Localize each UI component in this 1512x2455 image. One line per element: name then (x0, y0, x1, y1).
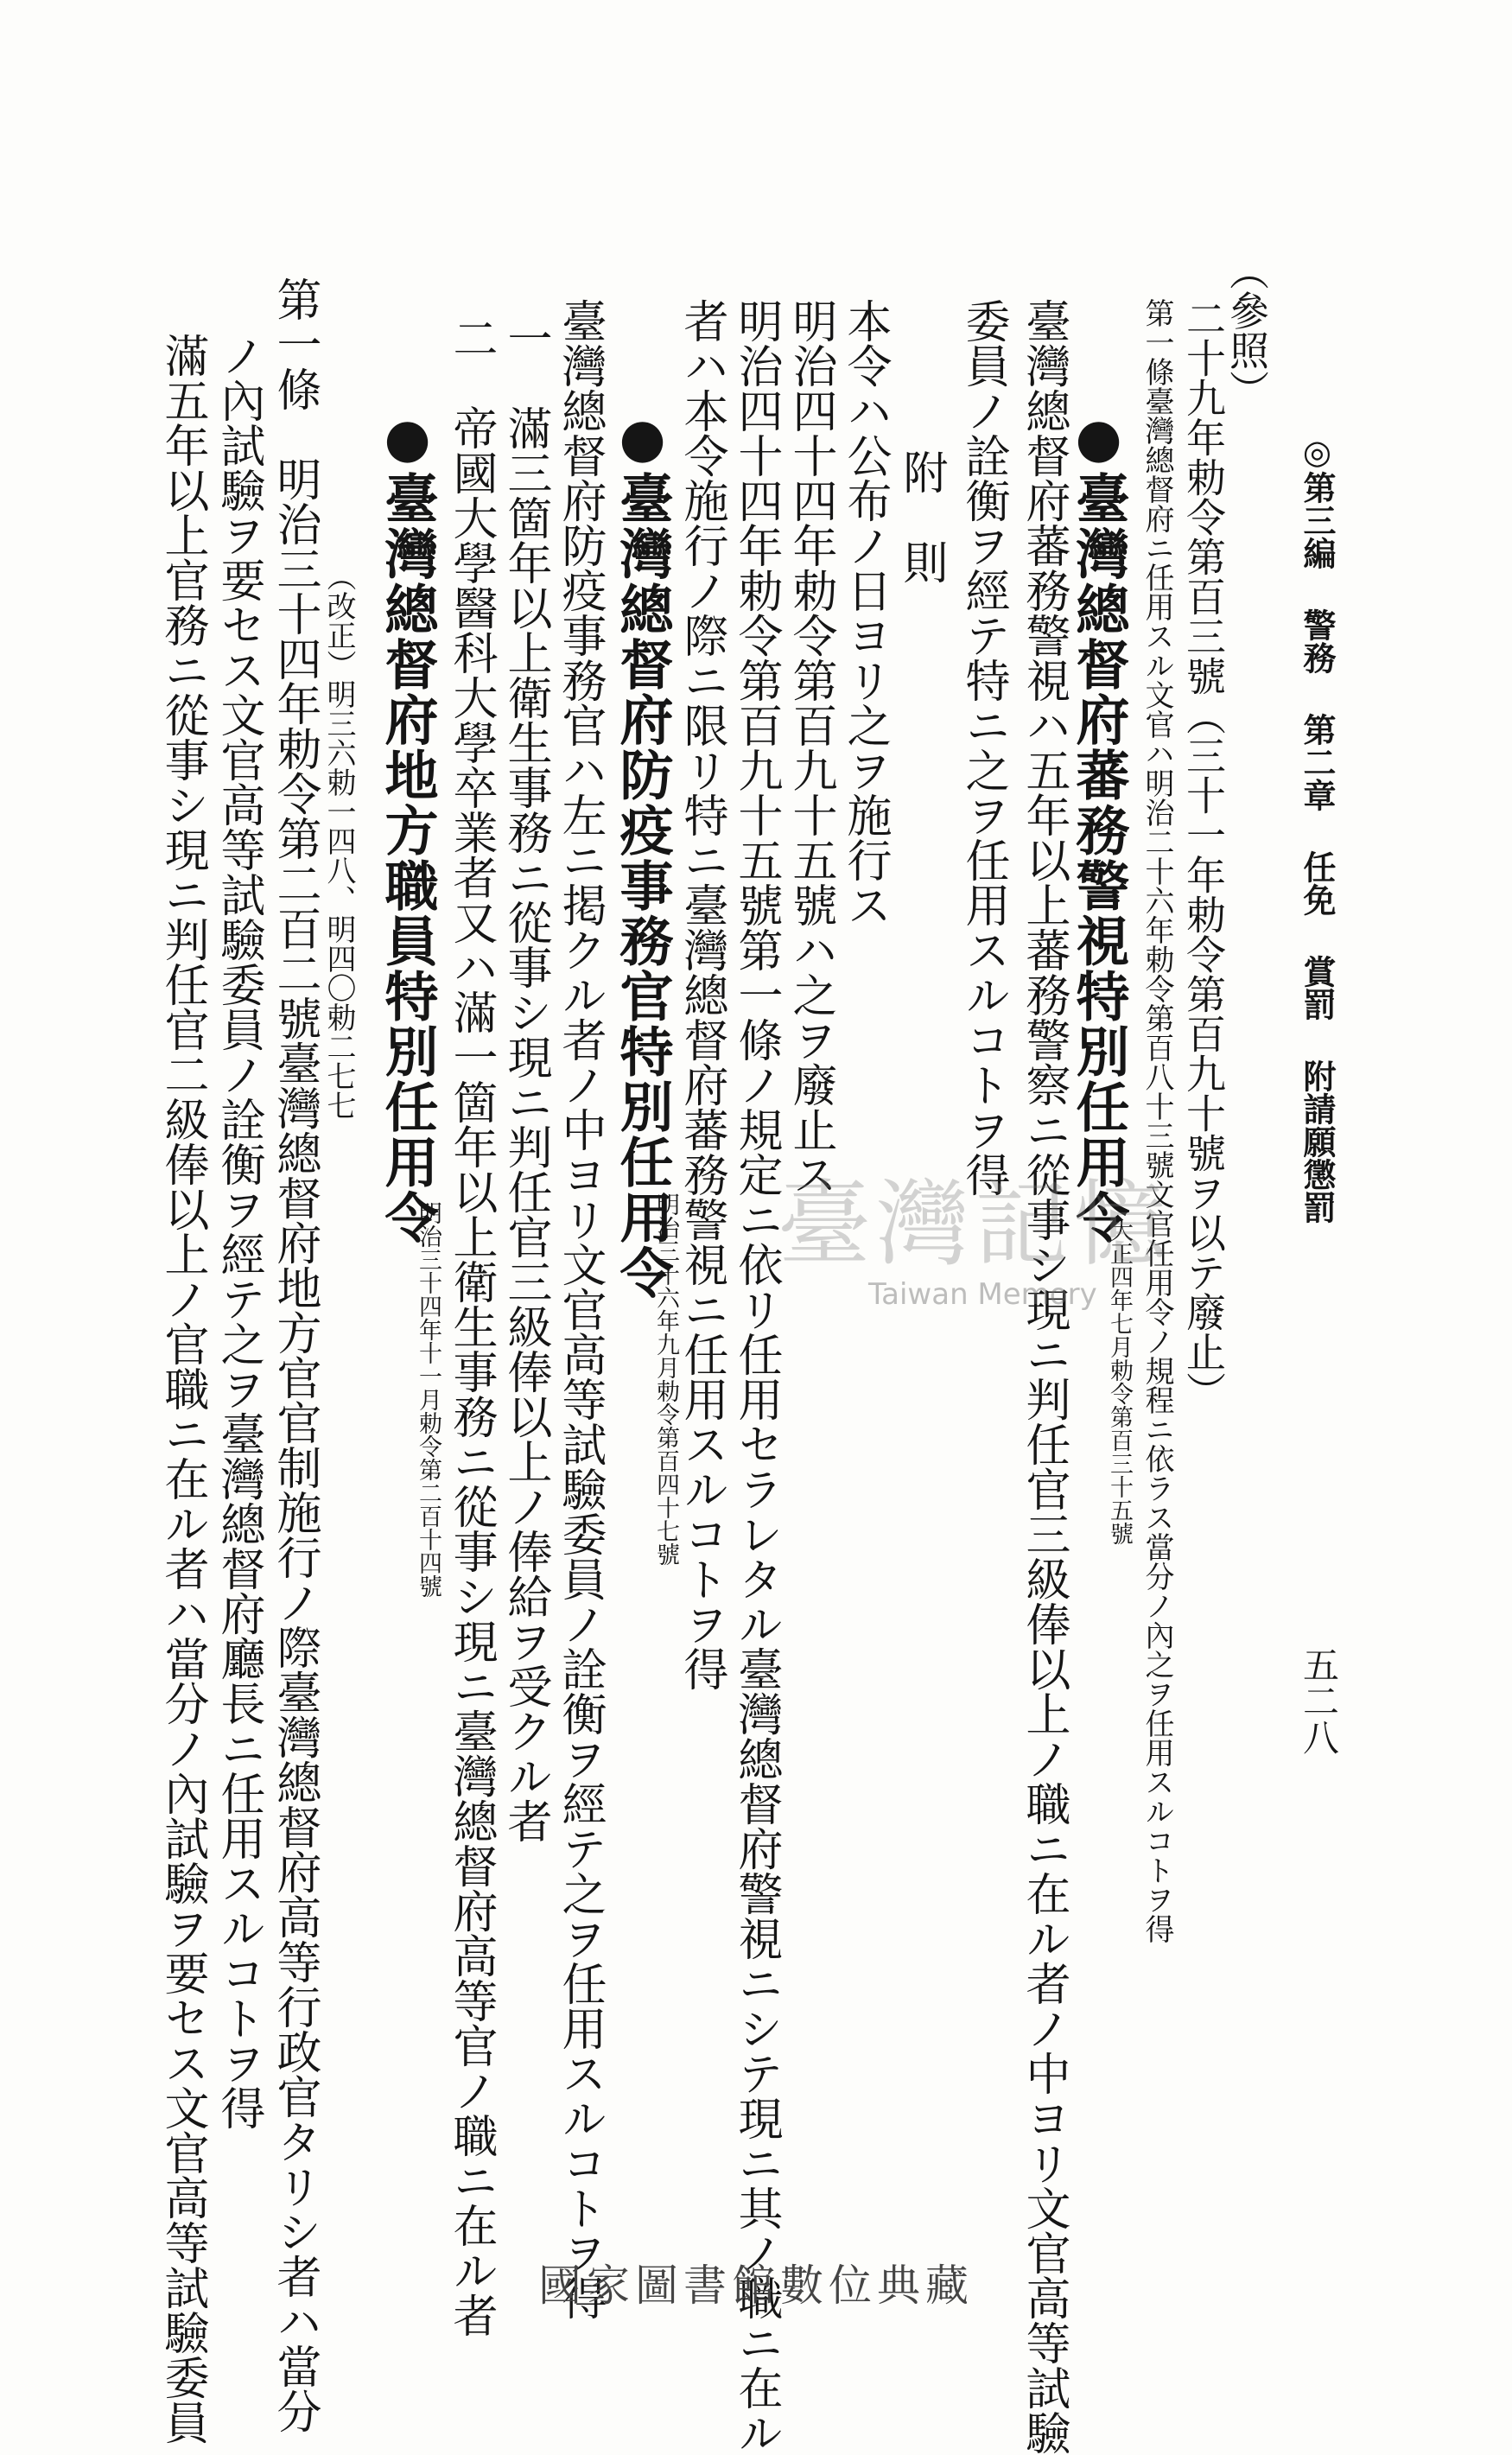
section1-title: ●臺灣總督府蕃務警視特別任用令 (1067, 406, 1130, 1245)
section3-amend-note: （改正）明三六勅一四八、明四〇勅二七七 (321, 562, 356, 1120)
section1-supplement-line-1: 本令ハ公布ノ日ヨリ之ヲ施行ス (839, 298, 891, 927)
section2-item-2: 二 帝國大學醫科大學卒業者又ハ滿一箇年以上衛生事務ニ從事シ現ニ臺灣總督府高等官ノ職ニ在ル者 (445, 315, 497, 2337)
section1-body-line-2: 委員ノ詮衡ヲ經テ特ニ之ヲ任用スルコトヲ得 (957, 298, 1009, 1197)
library-footer: 國家圖書館數位典藏 (538, 2261, 974, 2311)
section1-supplement-label: 附 則 (895, 449, 947, 584)
reference-law: 二十九年勅令第百三號（三十一年勅令第百九十號ヲ以テ廢止） (1180, 298, 1227, 1411)
section1-body-line-1: 臺灣總督府蕃務警視ハ五年以上蕃務警察ニ從事シ現ニ判任官三級俸以上ノ職ニ在ル者ノ中ヨリ文官高等試驗 (1018, 298, 1070, 2455)
section1-supplement-line-2: 明治四十四年勅令第百九十五號ハ之ヲ廢止ス (785, 298, 836, 1197)
watermark-logo: 臺灣記憶 (778, 1171, 1172, 1279)
section2-item-1: 一 滿三箇年以上衛生事務ニ從事シ現ニ判任官三級俸以上ノ俸給ヲ受クル者 (499, 315, 551, 1843)
section2-date-note: 明治三十六年九月勅令第百四十七號 (652, 1193, 679, 1566)
page-number: 五二八 (1298, 1646, 1340, 1755)
section1-supplement-line-3: 明治四十四年勅令第百九十五號第一條ノ規定ニ依リ任用セラレタル臺灣總督府警視ニシテ現ニ其ノ職ニ在ル (730, 298, 782, 2455)
section3-body-line-3: 滿五年以上官務ニ從事シ現ニ判任官二級俸以上ノ官職ニ在ル者ハ當分ノ內試驗ヲ要セス文官高等試驗委員 (156, 333, 208, 2445)
watermark-subtext: Taiwan Memory (868, 1277, 1097, 1312)
section3-body-line-1: 第一條 明治三十四年勅令第二百二號臺灣總督府地方官官制施行ノ際臺灣總督府高等行政官タリシ者ハ當分 (269, 277, 321, 2433)
reference-label: （參照） (1223, 251, 1270, 410)
section3-body-line-2: ノ內試驗ヲ要セス文官高等試驗委員ノ詮衡ヲ經テ之ヲ臺灣總督府廳長ニ任用スルコトヲ得 (213, 333, 264, 2130)
reference-article: 第一條臺灣總督府ニ任用スル文官ハ明治二十六年勅令第百八十三號文官任用令ノ規程ニ依ラス當分ノ內之ヲ任用スルコトヲ得 (1140, 298, 1174, 1943)
section3-date-note: 明治三十四年十一月勅令第二百十四號 (415, 1201, 442, 1598)
section1-supplement-line-4: 者ハ本令施行ノ際ニ限リ特ニ臺灣總督府蕃務警視ニ任用スルコトヲ得 (676, 298, 727, 1691)
section3-title: ●臺灣總督府地方職員特別任用令 (376, 406, 439, 1245)
section2-title: ●臺灣總督府防疫事務官特別任用令 (611, 406, 674, 1301)
chapter-header: ◎第三編 警務 第二章 任免 賞罰 附請願懲罰 (1298, 432, 1337, 1224)
section1-date-note: 大正四年七月勅令第百三十五號 (1106, 1218, 1133, 1545)
section2-body-line-1: 臺灣總督府防疫事務官ハ左ニ掲クル者ノ中ヨリ文官高等試驗委員ノ詮衡ヲ經テ之ヲ任用スルコトヲ得 (554, 298, 606, 2320)
